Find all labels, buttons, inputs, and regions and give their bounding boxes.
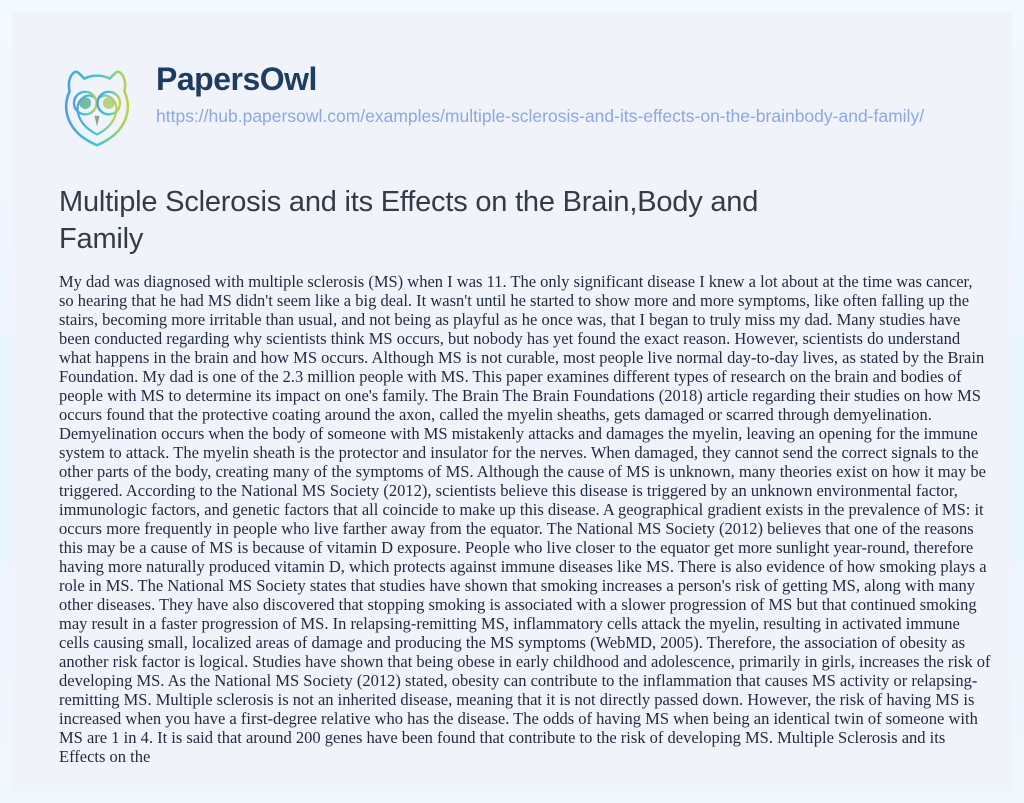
papersowl-owl-logo-icon[interactable] xyxy=(48,58,146,156)
article-body: My dad was diagnosed with multiple sclerosis (MS) when I was 11. The only significant disease I knew a lot about at the time was cancer, so hearing that he had MS didn't seem like a big deal. It wasn't until he started to show more and more symptoms, like often falling up the stairs, becoming more irritable than usual, and not being as playful as he once was, that I began to truly miss my dad. Many studies have been conducted regarding why scientists think MS occurs, but nobody has yet found the exact reason. However, scientists do understand what happens in the brain and how MS occurs. Although MS is not curable, most people live normal day-to-day lives, as stated by the Brain Foundation. My dad is one of the 2.3 million people with MS. This paper examines different types of research on the brain and bodies of people with MS to determine its impact on one's family. The Brain The Brain Foundations (2018) article regarding their studies on how MS occurs found that the protective coating around the axon, called the myelin sheaths, gets damaged or scarred through demyelination. Demyelination occurs when the body of someone with MS mistakenly attacks and damages the myelin, leaving an opening for the immune system to attack. The myelin sheath is the protector and insulator for the nerves. When damaged, they cannot send the correct signals to the other parts of the body, creating many of the symptoms of MS. Although the cause of MS is unknown, many theories exist on how it may be triggered. According to the National MS Society (2012), scientists believe this disease is triggered by an unknown environmental factor, immunologic factors, and genetic factors that all coincide to make up this disease. A geographical gradient exists in the prevalence of MS: it occurs more frequently in people who live farther away from the equator. The National MS Society (2012) believes that one of the reasons this may be a cause of MS is because of vitamin D exposure. People who live closer to the equator get more sunlight year-round, therefore having more naturally produced vitamin D, which protects against immune diseases like MS. There is also evidence of how smoking plays a role in MS. The National MS Society states that studies have shown that smoking increases a person's risk of getting MS, along with many other diseases. They have also discovered that stopping smoking is associated with a slower progression of MS but that continued smoking may result in a faster progression of MS. In relapsing-remitting MS, inflammatory cells attack the myelin, resulting in activated immune cells causing small, localized areas of damage and producing the MS symptoms (WebMD, 2005). Therefore, the association of obesity as another risk factor is logical. Studies have shown that being obese in early childhood and adolescence, primarily in girls, increases the risk of developing MS. As the National MS Society (2012) stated, obesity can contribute to the inflammation that causes MS activity or relapsing-remitting MS. Multiple sclerosis is not an inherited disease, meaning that it is not directly passed down. However, the risk of having MS is increased when you have a first-degree relative who has the disease. The odds of having MS when being an identical twin of someone with MS are 1 in 4. It is said that around 200 genes have been found that contribute to the risk of developing MS. Multiple Sclerosis and its Effects on the xyxy=(59,272,991,766)
brand-name: PapersOwl xyxy=(156,62,924,97)
document-card xyxy=(12,12,1012,791)
article-url-link[interactable]: https://hub.papersowl.com/examples/multiple-sclerosis-and-its-effects-on-the-brainbody-and-family/ xyxy=(156,106,925,127)
page-title: Multiple Sclerosis and its Effects on the Brain,Body and Family xyxy=(59,186,759,255)
brand-block xyxy=(156,58,924,128)
site-header xyxy=(48,58,924,156)
